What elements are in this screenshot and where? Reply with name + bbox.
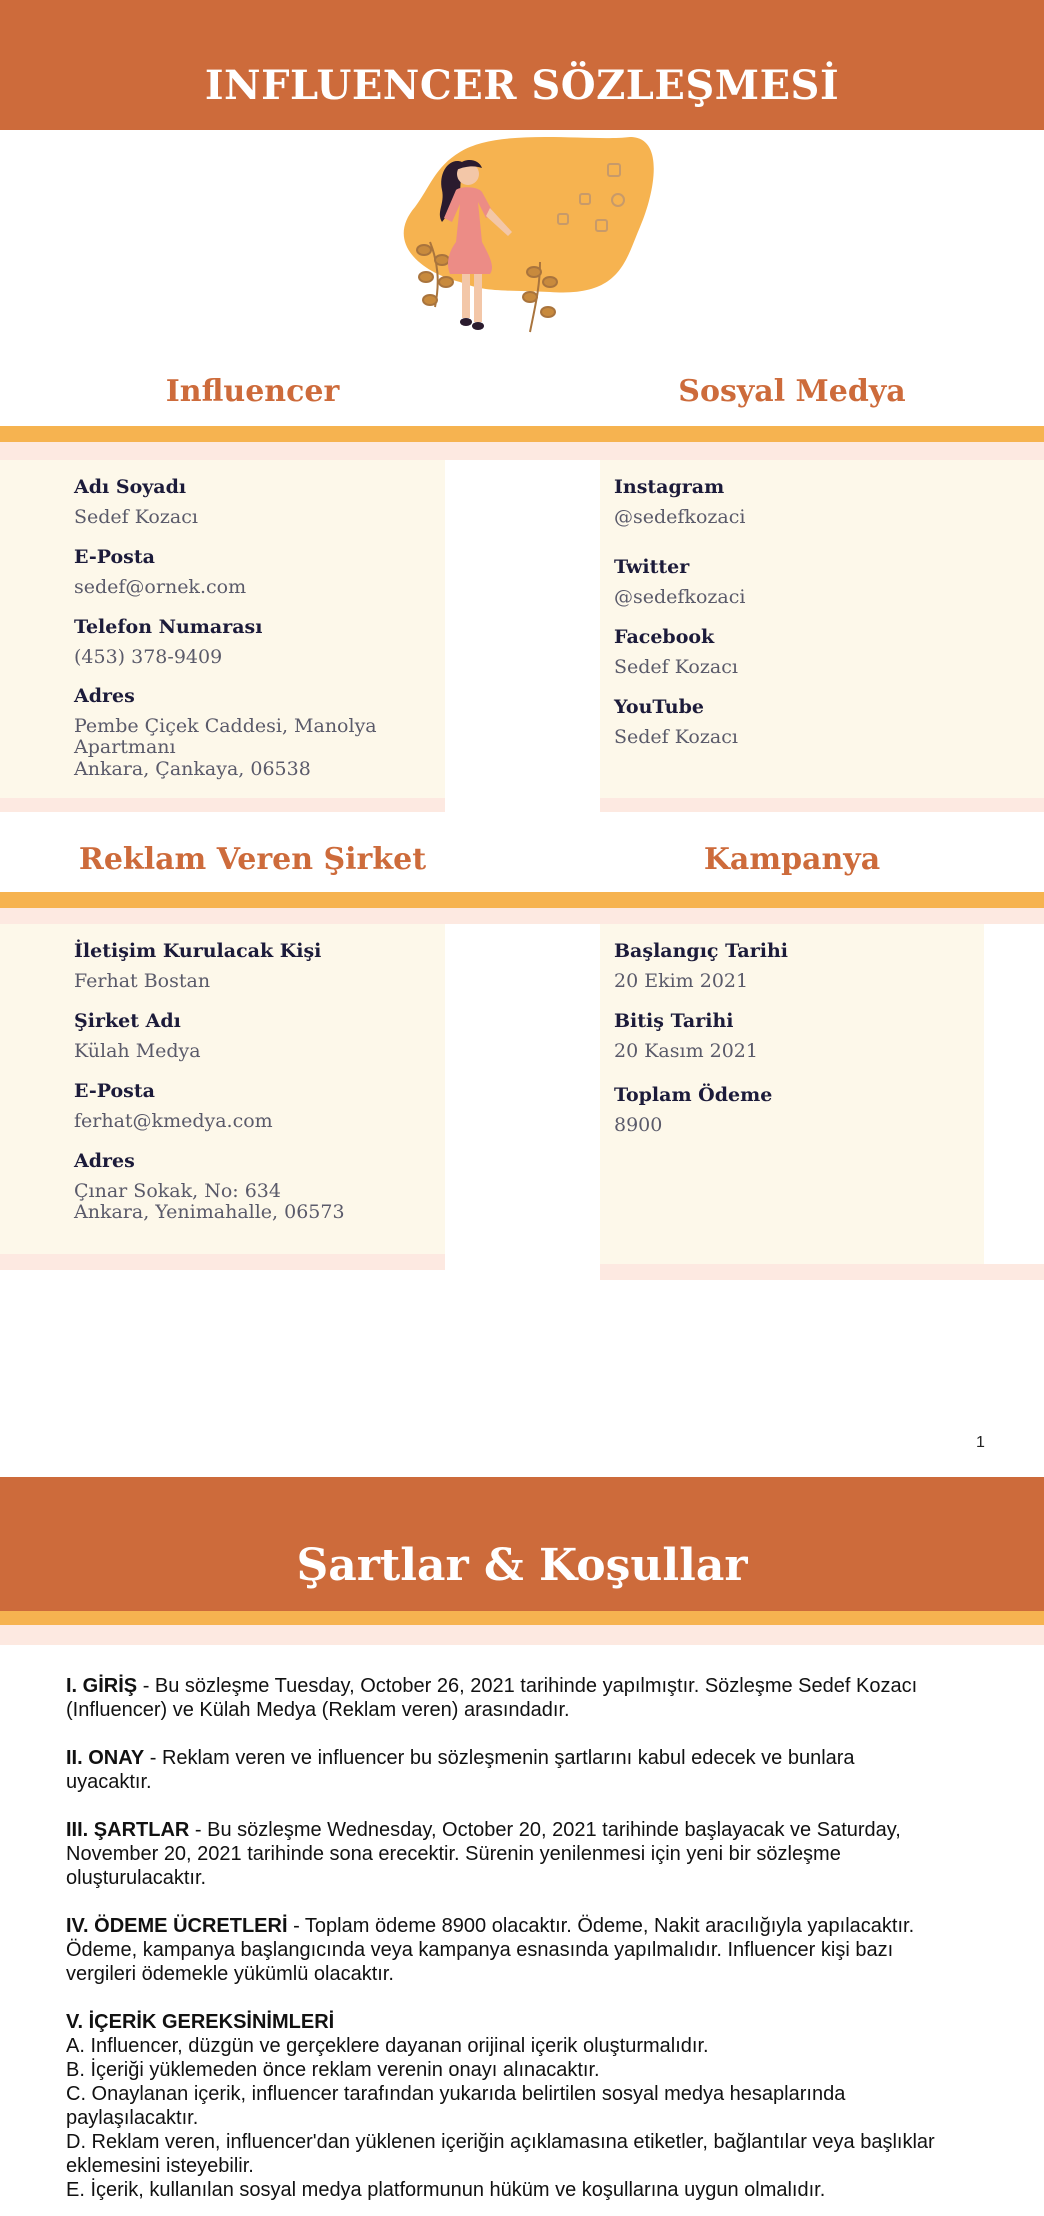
term-text: uyacaktır. xyxy=(66,1771,152,1793)
field-value: @sedefkozaci xyxy=(614,586,746,608)
term-text: vergileri ödemekle yükümlü olacaktır. xyxy=(66,1963,394,1985)
term-text: - Reklam veren ve influencer bu sözleşmenin şartlarını kabul edecek ve bunlara xyxy=(149,1747,855,1769)
field-value: Sedef Kozacı xyxy=(614,656,738,678)
field-label: Adı Soyadı xyxy=(74,476,187,498)
document-title: INFLUENCER SÖZLEŞMESİ xyxy=(204,62,840,109)
term-section xyxy=(66,1818,986,1890)
section-divider-orange xyxy=(0,426,1044,442)
section-divider-pink xyxy=(0,908,1044,924)
term-text: D. Reklam veren, influencer'dan yüklenen içeriğin açıklamasına etiketler, bağlantılar veya başlıklar xyxy=(66,2131,935,2153)
influencer-woman-illustration xyxy=(390,132,660,352)
field-value: Ferhat Bostan xyxy=(74,970,211,992)
field-label: Başlangıç Tarihi xyxy=(614,940,788,962)
term-heading: V. İÇERİK GEREKSİNİMLERİ xyxy=(66,2011,335,2033)
term-text: - Toplam ödeme 8900 olacaktır. Ödeme, Nakit aracılığıyla yapılacaktır. xyxy=(293,1915,915,1937)
term-heading: IV. ÖDEME ÜCRETLERİ xyxy=(66,1915,288,1937)
advertiser-section-title: Reklam Veren Şirket xyxy=(78,842,427,877)
section-divider-pink xyxy=(0,442,1044,460)
term-text: Ödeme, kampanya başlangıcında veya kampanya esnasında yapılmalıdır. Influencer kişi bazı xyxy=(66,1939,894,1961)
field-label: E-Posta xyxy=(74,546,155,568)
term-text: (Influencer) ve Külah Medya (Reklam veren) arasındadır. xyxy=(66,1699,570,1721)
term-heading: II. ONAY xyxy=(66,1747,145,1769)
term-section xyxy=(66,1674,986,1722)
social-section-title: Sosyal Medya xyxy=(678,374,906,409)
term-text: - Bu sözleşme Wednesday, October 20, 2021 tarihinde başlayacak ve Saturday, xyxy=(194,1819,901,1841)
term-text: - Bu sözleşme Tuesday, October 26, 2021 tarihinde yapılmıştır. Sözleşme Sedef Kozacı xyxy=(142,1675,918,1697)
field-label: Adres xyxy=(74,1150,135,1172)
advertiser-panel-footer xyxy=(0,1254,445,1270)
term-text: oluşturulacaktır. xyxy=(66,1867,207,1889)
field-value: Sedef Kozacı xyxy=(614,726,738,748)
term-section xyxy=(66,1914,986,1986)
field-value: Külah Medya xyxy=(74,1040,201,1062)
term-text: A. Influencer, düzgün ve gerçeklere dayanan orijinal içerik oluşturmalıdır. xyxy=(66,2035,709,2057)
field-value: Sedef Kozacı xyxy=(74,506,198,528)
address-line: Ankara, Yenimahalle, 06573 xyxy=(74,1201,345,1223)
field-label: Instagram xyxy=(614,476,725,498)
field-label: Toplam Ödeme xyxy=(614,1084,773,1106)
term-text: E. İçerik, kullanılan sosyal medya platformunun hüküm ve koşullarına uygun olmalıdır. xyxy=(66,2179,826,2201)
field-label: YouTube xyxy=(614,696,704,718)
field-value: @sedefkozaci xyxy=(614,506,746,528)
address-line: Pembe Çiçek Caddesi, Manolya xyxy=(74,715,377,737)
field-label: Twitter xyxy=(614,556,690,578)
field-value: 8900 xyxy=(614,1114,663,1136)
term-heading: III. ŞARTLAR xyxy=(66,1819,190,1841)
terms-body xyxy=(66,1674,986,2216)
terms-title: Şartlar & Koşullar xyxy=(296,1540,748,1591)
term-heading: I. GİRİŞ xyxy=(66,1675,138,1697)
campaign-panel-footer xyxy=(600,1264,1044,1280)
term-text: B. İçeriği yüklemeden önce reklam verenin onayı alınacaktır. xyxy=(66,2059,600,2081)
field-label: Facebook xyxy=(614,626,715,648)
field-value: sedef@ornek.com xyxy=(74,576,247,598)
field-label: Telefon Numarası xyxy=(74,616,263,638)
campaign-section-title: Kampanya xyxy=(703,842,881,877)
field-value: (453) 378-9409 xyxy=(74,646,223,668)
field-label: Bitiş Tarihi xyxy=(614,1010,734,1032)
influencer-section-title: Influencer xyxy=(165,374,340,409)
term-text: C. Onaylanan içerik, influencer tarafından yukarıda belirtilen sosyal medya hesaplarında xyxy=(66,2083,846,2105)
field-value: 20 Ekim 2021 xyxy=(614,970,749,992)
field-value: ferhat@kmedya.com xyxy=(74,1110,273,1132)
address-line: Çınar Sokak, No: 634 xyxy=(74,1180,281,1202)
field-value: 20 Kasım 2021 xyxy=(614,1040,758,1062)
terms-divider-orange xyxy=(0,1611,1044,1625)
term-section xyxy=(66,1746,986,1794)
field-label: Adres xyxy=(74,685,135,707)
address-line: Ankara, Çankaya, 06538 xyxy=(74,758,311,780)
terms-divider-pink xyxy=(0,1625,1044,1645)
term-section xyxy=(66,2010,986,2202)
term-text: paylaşılacaktır. xyxy=(66,2107,199,2129)
influencer-panel-footer xyxy=(0,798,445,812)
page-number: 1 xyxy=(976,1434,985,1451)
field-label: Şirket Adı xyxy=(74,1010,181,1032)
social-panel-footer xyxy=(600,798,1044,812)
section-divider-orange xyxy=(0,892,1044,908)
field-label: İletişim Kurulacak Kişi xyxy=(74,940,322,962)
term-text: eklemesini isteyebilir. xyxy=(66,2155,254,2177)
address-line: Apartmanı xyxy=(74,736,176,758)
term-text: November 20, 2021 tarihinde sona erecektir. Sürenin yenilenmesi için yeni bir sözleşme xyxy=(66,1843,841,1865)
field-label: E-Posta xyxy=(74,1080,155,1102)
